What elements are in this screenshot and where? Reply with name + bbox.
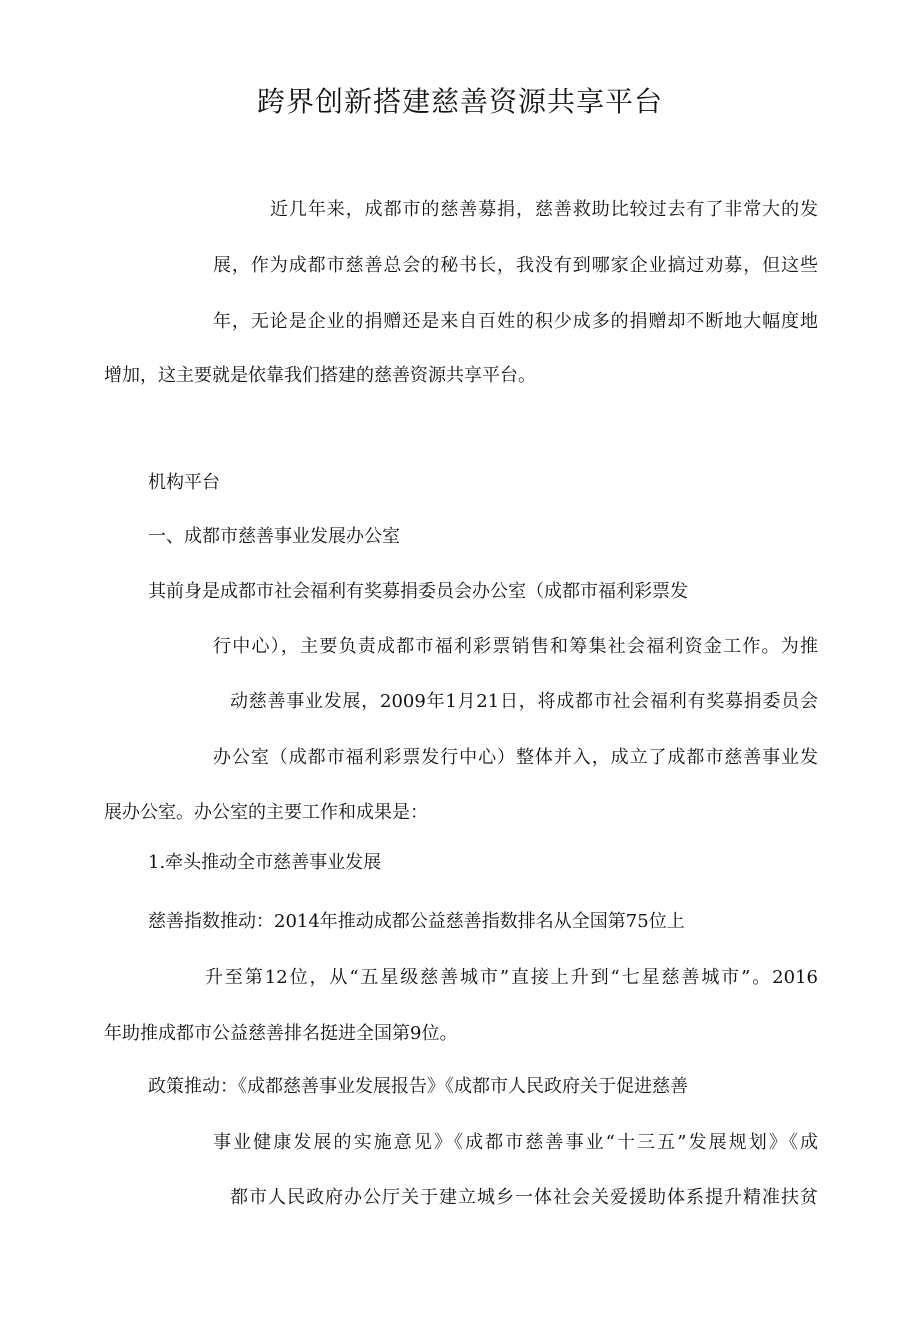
- policy-line-1: 政策推动：《成都慈善事业发展报告》《成都市人民政府关于促进慈善: [148, 1076, 688, 1097]
- office-line-1: 其前身是成都市社会福利有奖募捐委员会办公室（成都市福利彩票发: [148, 581, 688, 602]
- index-line-2: 升至第12位，从“五星级慈善城市”直接上升到“七星慈善城市”。2016: [205, 967, 818, 988]
- intro-line-1: 近几年来，成都市的慈善募捐，慈善救助比较过去有了非常大的发: [270, 199, 818, 220]
- intro-line-3: 年，无论是企业的捐赠还是来自百姓的积少成多的捐赠却不断地大幅度地: [213, 311, 818, 332]
- document-title: 跨界创新搭建慈善资源共享平台: [256, 85, 663, 118]
- subsection-heading: 一、成都市慈善事业发展办公室: [148, 526, 400, 547]
- intro-line-2: 展，作为成都市慈善总会的秘书长，我没有到哪家企业搞过劝募，但这些: [213, 255, 818, 276]
- office-line-2: 行中心），主要负责成都市福利彩票销售和筹集社会福利资金工作。为推: [213, 636, 818, 657]
- item-heading: 1.牵头推动全市慈善事业发展: [148, 852, 382, 873]
- office-line-3: 动慈善事业发展，2009年1月21日，将成都市社会福利有奖募捐委员会: [230, 691, 818, 712]
- index-line-3: 年助推成都市公益慈善排名挺进全国第9位。: [104, 1023, 458, 1044]
- intro-line-4: 增加，这主要就是依靠我们搭建的慈善资源共享平台。: [104, 365, 536, 386]
- policy-line-3: 都市人民政府办公厅关于建立城乡一体社会关爱援助体系提升精准扶贫: [230, 1187, 818, 1208]
- office-line-5: 展办公室。办公室的主要工作和成果是：: [104, 802, 428, 823]
- index-line-1: 慈善指数推动：2014年推动成都公益慈善指数排名从全国第75位上: [148, 911, 685, 932]
- office-line-4: 办公室（成都市福利彩票发行中心）整体并入，成立了成都市慈善事业发: [213, 747, 818, 768]
- policy-line-2: 事业健康发展的实施意见》《成都市慈善事业“十三五”发展规划》《成: [213, 1132, 818, 1153]
- section-heading: 机构平台: [148, 472, 220, 493]
